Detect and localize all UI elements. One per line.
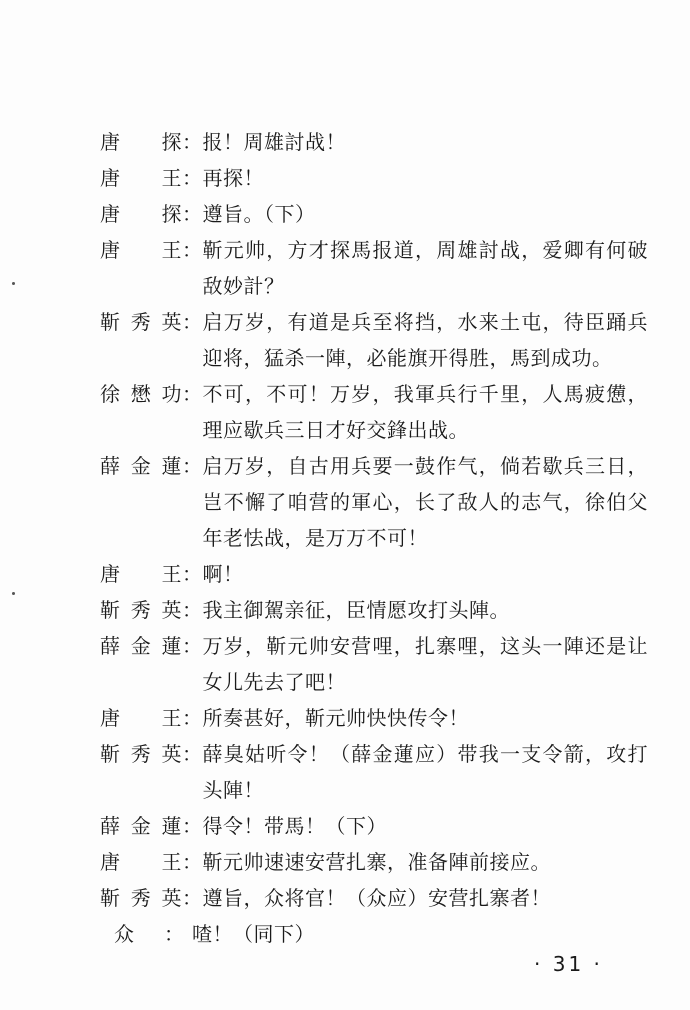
speaker-name: 唐 探 — [100, 130, 182, 154]
dialogue-line — [100, 124, 648, 160]
speaker-block — [100, 160, 203, 196]
dialogue-line — [100, 916, 648, 952]
script-body — [100, 124, 648, 952]
speaker-colon: ： — [182, 130, 203, 154]
margin-speck — [12, 592, 15, 595]
speaker-name: 靳秀英 — [100, 310, 182, 334]
speech-text: 我主御駕亲征，臣情愿攻打头陣。 — [202, 598, 510, 622]
speaker-block — [100, 232, 203, 304]
dialogue-line — [100, 448, 648, 556]
speaker-colon: ： — [182, 742, 203, 766]
speech-text: 再探！ — [202, 166, 264, 190]
speech-text: 靳元帅速速安营扎寨，准备陣前接应。 — [202, 850, 551, 874]
speech-text: 启万岁，自古用兵要一鼓作气，倘若歇兵三日，岂不懈了咱营的軍心，长了敌人的志气，徐伯父年老怯战，是万万不可！ — [202, 454, 648, 550]
speech-text: 万岁，靳元帅安营哩，扎寨哩，这头一陣还是让女儿先去了吧！ — [202, 634, 648, 694]
speaker-colon: ： — [182, 238, 203, 262]
dialogue-line — [100, 304, 648, 376]
speech-text: 不可，不可！万岁，我軍兵行千里，人馬疲憊，理应歇兵三日才好交鋒出战。 — [202, 382, 648, 442]
speech-text: 喳！（同下） — [192, 922, 315, 946]
speaker-block — [100, 124, 203, 160]
speaker-colon: ： — [182, 706, 203, 730]
speech-text: 遵旨，众将官！（众应）安营扎寨者！ — [202, 886, 551, 910]
speaker-name: 靳秀英 — [100, 886, 182, 910]
speaker-block — [100, 844, 203, 880]
speaker-block — [100, 808, 203, 844]
speaker-block — [100, 880, 203, 916]
speaker-name: 靳秀英 — [100, 598, 182, 622]
speaker-name: 徐懋功 — [100, 382, 182, 406]
dialogue-line — [100, 196, 648, 232]
speaker-colon: ： — [182, 886, 203, 910]
speaker-block — [100, 700, 203, 736]
speaker-colon: ： — [182, 562, 203, 586]
dialogue-line — [100, 880, 648, 916]
dialogue-line — [100, 844, 648, 880]
speaker-block — [100, 628, 203, 700]
speech-text: 啊！ — [202, 562, 244, 586]
speaker-name: 唐 王 — [100, 850, 182, 874]
speaker-block — [100, 304, 203, 376]
dialogue-line — [100, 700, 648, 736]
dialogue-line — [100, 592, 648, 628]
speaker-name: 薛金蓮 — [100, 814, 182, 838]
speaker-colon: ： — [182, 166, 203, 190]
dialogue-line — [100, 232, 648, 304]
dialogue-line — [100, 160, 648, 196]
speaker-block — [100, 448, 203, 556]
speaker-block — [100, 556, 203, 592]
dialogue-line — [100, 628, 648, 700]
speaker-colon: ： — [182, 310, 203, 334]
dialogue-line — [100, 376, 648, 448]
speaker-colon: ： — [182, 598, 203, 622]
speech-text: 遵旨。（下） — [202, 202, 316, 226]
speaker-colon: ： — [182, 202, 203, 226]
speaker-name: 唐 王 — [100, 166, 182, 190]
speaker-name: 唐 王 — [100, 562, 182, 586]
dialogue-line — [100, 808, 648, 844]
dialogue-line — [100, 556, 648, 592]
speaker-colon: ： — [182, 382, 203, 406]
speaker-name: 薛金蓮 — [100, 634, 182, 658]
speaker-colon: ： — [182, 634, 203, 658]
speaker-colon: ： — [182, 814, 203, 838]
speaker-name: 唐 探 — [100, 202, 182, 226]
speaker-block — [100, 376, 203, 448]
dialogue-line — [100, 736, 648, 808]
speaker-block — [100, 736, 203, 808]
margin-speck — [12, 282, 15, 285]
speech-text: 报！周雄討战！ — [202, 130, 346, 154]
speaker-name: 薛金蓮 — [100, 454, 182, 478]
speaker-name: 众 — [114, 922, 135, 946]
speaker-colon: ： — [182, 454, 203, 478]
speech-text: 得令！带馬！（下） — [202, 814, 387, 838]
speaker-colon: ： — [182, 850, 203, 874]
speech-text: 所奏甚好，靳元帅快快传令！ — [202, 706, 469, 730]
speaker-colon: ： — [164, 922, 185, 946]
speech-text: 薛臭姑听令！（薛金蓮应）带我一支令箭，攻打头陣！ — [202, 742, 648, 802]
speaker-name: 靳秀英 — [100, 742, 182, 766]
speech-text: 启万岁，有道是兵至将挡，水来土屯，待臣踊兵迎将，猛杀一陣，必能旗开得胜，馬到成功。 — [202, 310, 648, 370]
speaker-name: 唐 王 — [100, 238, 182, 262]
speaker-block — [100, 916, 192, 952]
page-number: · 31 · — [534, 952, 603, 976]
speaker-block — [100, 592, 203, 628]
speaker-name: 唐 王 — [100, 706, 182, 730]
speaker-block — [100, 196, 203, 232]
speech-text: 靳元帅，方才探馬报道，周雄討战，爱卿有何破敌妙計？ — [202, 238, 648, 298]
